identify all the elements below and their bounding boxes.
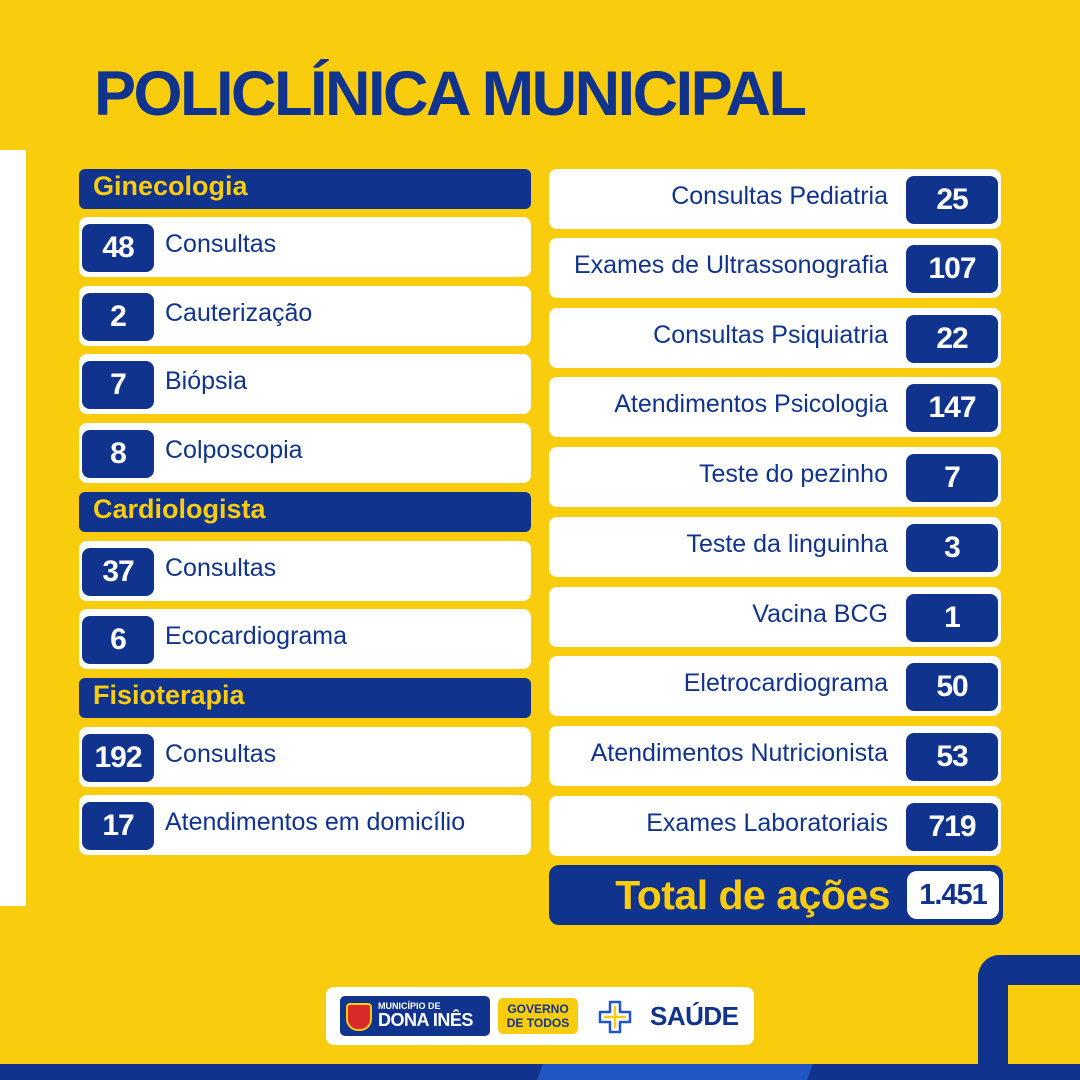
item-label: Eletrocardiograma <box>683 669 888 697</box>
municipality-badge <box>340 996 490 1036</box>
item-label: Colposcopia <box>165 436 303 464</box>
list-item <box>549 587 1001 647</box>
item-label: Consultas <box>165 554 277 582</box>
list-item <box>79 423 531 483</box>
left-white-strip <box>0 150 26 906</box>
list-item <box>79 354 531 414</box>
list-item <box>549 238 1001 298</box>
total-box <box>549 865 1003 925</box>
municipality-label: MUNICÍPIO DE <box>378 1001 441 1011</box>
item-label: Biópsia <box>165 367 247 395</box>
item-value: 107 <box>906 245 998 293</box>
list-item <box>79 286 531 346</box>
list-item <box>79 795 531 855</box>
list-item <box>79 217 531 277</box>
list-item <box>549 517 1001 577</box>
item-label: Consultas <box>165 740 277 768</box>
section-header-cardiologista: Cardiologista <box>79 492 531 532</box>
bottom-bar-accent <box>537 1064 813 1080</box>
item-label: Consultas <box>165 230 277 258</box>
list-item <box>549 656 1001 716</box>
item-value: 7 <box>82 361 154 409</box>
list-item <box>549 377 1001 437</box>
item-value: 1 <box>906 594 998 642</box>
item-value: 6 <box>82 616 154 664</box>
item-label: Consultas Pediatria <box>671 182 888 210</box>
item-label: Cauterização <box>165 299 313 327</box>
item-label: Atendimentos Nutricionista <box>590 739 888 767</box>
item-label: Ecocardiograma <box>165 622 348 650</box>
item-value: 37 <box>82 548 154 596</box>
item-value: 48 <box>82 224 154 272</box>
list-item <box>549 308 1001 368</box>
item-value: 8 <box>82 430 154 478</box>
item-label: Exames de Ultrassonografia <box>573 251 888 279</box>
list-item <box>549 447 1001 507</box>
total-label: Total de ações <box>615 872 890 918</box>
footer-logo-bar <box>326 987 754 1045</box>
bottom-bar <box>0 1064 1080 1080</box>
crest-icon <box>346 1003 372 1031</box>
list-item <box>79 541 531 601</box>
list-item <box>79 609 531 669</box>
item-value: 22 <box>906 315 998 363</box>
municipality-name: DONA INÊS <box>378 1010 473 1030</box>
health-plus-icon <box>598 1000 632 1034</box>
governo-line1: GOVERNO <box>507 1002 569 1016</box>
saude-label: SAÚDE <box>650 1001 739 1031</box>
item-value: 719 <box>906 803 998 851</box>
list-item <box>549 796 1001 856</box>
item-value: 192 <box>82 734 154 782</box>
governo-badge <box>498 998 578 1034</box>
section-header-fisioterapia: Fisioterapia <box>79 678 531 718</box>
item-value: 7 <box>906 454 998 502</box>
item-label: Consultas Psiquiatria <box>653 321 888 349</box>
section-header-ginecologia: Ginecologia <box>79 169 531 209</box>
item-value: 50 <box>906 663 998 711</box>
item-label: Exames Laboratoriais <box>646 809 888 837</box>
page-title: POLICLÍNICA MUNICIPAL <box>94 59 805 129</box>
item-label: Teste da linguinha <box>686 530 888 558</box>
corner-decoration <box>978 955 1080 1080</box>
item-label: Atendimentos em domicílio <box>165 808 466 836</box>
list-item <box>549 169 1001 229</box>
item-label: Vacina BCG <box>752 600 888 628</box>
governo-line2: DE TODOS <box>506 1016 570 1030</box>
list-item <box>549 726 1001 786</box>
item-label: Atendimentos Psicologia <box>614 390 888 418</box>
list-item <box>79 727 531 787</box>
item-value: 3 <box>906 524 998 572</box>
total-value: 1.451 <box>907 871 999 919</box>
item-value: 25 <box>906 176 998 224</box>
item-value: 147 <box>906 384 998 432</box>
item-value: 17 <box>82 802 154 850</box>
item-label: Teste do pezinho <box>698 460 888 488</box>
item-value: 53 <box>906 733 998 781</box>
item-value: 2 <box>82 293 154 341</box>
